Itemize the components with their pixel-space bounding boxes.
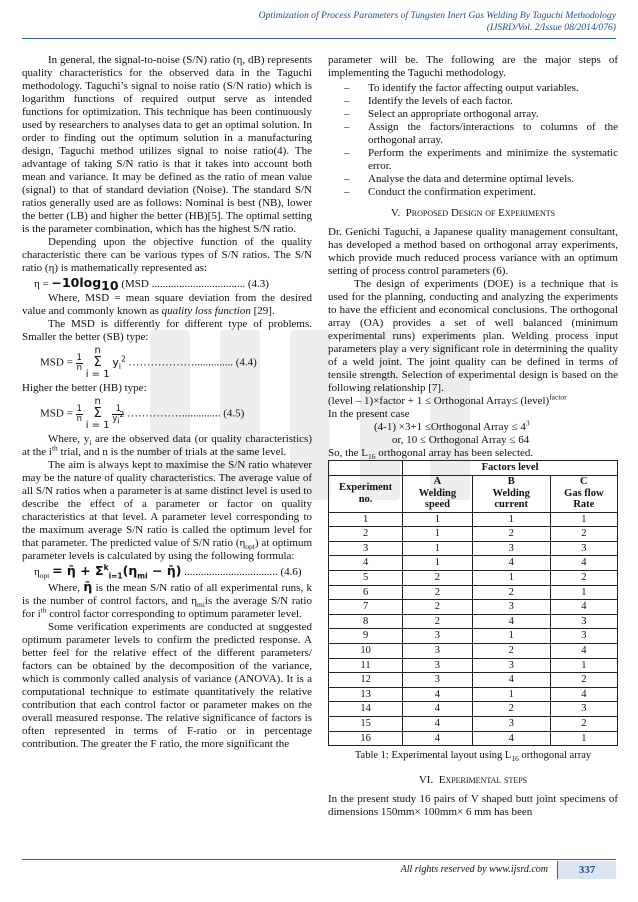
table-cell: 6 — [329, 585, 403, 600]
table-cell: 9 — [329, 629, 403, 644]
table-cell: 2 — [550, 570, 617, 585]
section-heading-v: V. Proposed Design of Experiments — [390, 207, 556, 219]
table-cell: 3 — [550, 614, 617, 629]
table-cell: 3 — [472, 716, 550, 731]
table-cell: 2 — [472, 643, 550, 658]
table-header-factors: Factors level — [403, 461, 618, 476]
table-row — [329, 585, 618, 600]
table-cell: 4 — [403, 716, 473, 731]
table-header-a: A Welding speed — [403, 475, 473, 512]
table-cell: 3 — [403, 629, 473, 644]
paragraph-steps-intro: parameter will be. The following are the major steps of implementing the Taguchi methodology. — [328, 54, 618, 79]
table-cell: 1 — [472, 687, 550, 702]
table-cell: 1 — [550, 585, 617, 600]
paragraph-maximise: The aim is always kept to maximise the S/N ratio whatever may be the nature of quality characteristics. The average value of all S/N ratios when a parameter is at same distinct level is used to describe the effect of a parameter or factor on quality characteristics at that level. A parameter level corresponding to the maximum average S/N ratio is called the optimum level for that parameter. The predicted value of S/N ratio $(\eta_{opt})$ at optimum parameter levels is calculated by using the following formula: — [22, 459, 312, 562]
table-cell: 1 — [472, 570, 550, 585]
table-cell: 2 — [472, 585, 550, 600]
table-cell: 2 — [403, 600, 473, 615]
summation: n Σ i = 1 — [85, 345, 110, 380]
table-cell: 2 — [403, 585, 473, 600]
table-cell: 5 — [329, 570, 403, 585]
table-row — [329, 570, 618, 585]
table-cell: 2 — [403, 614, 473, 629]
table-cell: 3 — [403, 643, 473, 658]
equation-4-4: MSD = $\frac{1}{n}$ n Σ i = 1 $y_i^2$ ……………….............. (4.4) — [40, 345, 257, 380]
table-row — [329, 556, 618, 571]
table-row — [329, 614, 618, 629]
table-cell: 2 — [329, 527, 403, 542]
list-item: – Analyse the data and determine optimal levels. — [328, 173, 618, 186]
table-cell: 3 — [403, 673, 473, 688]
table-row — [329, 600, 618, 615]
table-row — [329, 716, 618, 731]
table-cell: 4 — [403, 702, 473, 717]
table-row — [329, 731, 618, 746]
table-header-experiment: Experiment no. — [329, 475, 403, 512]
table-cell: 1 — [403, 541, 473, 556]
equation-4-6: $\eta_{opt}$ = η̄ + $\Sigma^k_{i=1}(\eta_{mi}$ − η̄) .................................. (4.6) — [34, 562, 302, 581]
table-body — [329, 512, 618, 746]
list-item: – Perform the experiments and minimize the systematic error. — [328, 147, 618, 173]
table-cell: 4 — [329, 556, 403, 571]
table-cell: 4 — [403, 687, 473, 702]
case-line-1: (4-1) ×3+1 ≤Orthogonal Array ≤ $4^3$ — [374, 418, 530, 433]
l16-orthogonal-array-table — [328, 460, 618, 746]
footer-rights: All rights reserved by www.ijsrd.com — [400, 864, 548, 875]
footer-rule — [22, 859, 616, 860]
fraction-1-over-n: $\frac{1}{n}$ — [76, 352, 82, 373]
table-row — [329, 673, 618, 688]
taguchi-steps-list — [328, 82, 618, 199]
table-cell: 3 — [550, 541, 617, 556]
table-cell: 1 — [550, 731, 617, 746]
present-case-label: In the present case — [328, 408, 410, 420]
table-cell: 3 — [472, 541, 550, 556]
equation-4-3: $\eta = -10\log_{10}$ (MSD .................................. (4.3) — [34, 275, 269, 294]
paragraph-hb: Higher the better (HB) type: — [22, 382, 147, 394]
relationship-line: (level – 1)×factor + 1 ≤ Orthogonal Array≤ (level)$^{factor}$ — [328, 392, 567, 407]
table-row — [329, 527, 618, 542]
table-cell: 1 — [550, 512, 617, 527]
table-cell: 4 — [550, 687, 617, 702]
paragraph-sn-intro: In general, the signal-to-noise (S/N) ratio (η, dB) represents quality characteristics for the observed data in the Taguchi methodology. Taguchi’s signal to noise ratio (S/N ratio) which is logarithm functions of required output serve as intended functions for optimization. This technique has been continuously used by researchers to analyses data to get an optimal solution. In order to finding out the optimum solution in a manufacturing design, Taguchi method utilizes signal to noise ratio(4). The advantage of taking S/N ratio is that it takes into account both mean and variance. It may be defined as the ratio of mean value (signal) to that of standard deviation (Noise). The standard S/N ratios generally used are as follows: Nominal is best (NB), lower the better (LB) and higher the better (HB)[5]. The optimal setting is the parameter combination, which has the highest S/N ratio. — [22, 54, 312, 235]
table-cell: 1 — [550, 658, 617, 673]
table-cell: 3 — [403, 658, 473, 673]
table-cell: 3 — [329, 541, 403, 556]
table-row — [329, 541, 618, 556]
paragraph-sn-types: Depending upon the objective function of the quality characteristic there can be various types of S/N ratios. The S/N ratio (η) is mathematically represented as: — [22, 236, 312, 274]
table-cell: 16 — [329, 731, 403, 746]
table-cell: 11 — [329, 658, 403, 673]
table-header-b: B Welding current — [472, 475, 550, 512]
table-cell: 2 — [550, 673, 617, 688]
paragraph-doe: The design of experiments (DOE) is a technique that is used for the planning, conducting and analyzing the experiments to have the efficient and economical conclusions. The orthogonal array (OA) provides a set of well balanced (minimum experimental runs) experiments plan. Welding process input parameters play a very significant role in determining the quality of a weld joint. The joint quality can be defined in terms of tensile strength. Selection of experimental design is based on the following relationship [7]. — [328, 278, 618, 394]
table-cell: 7 — [329, 600, 403, 615]
paragraph-where-mean: Where, η̄ is the mean S/N ratio of all experimental runs, k is the number of control factors, and $\eta_{mi}is$ the average S/N ratio for $i^{th}$ control factor corresponding to optimum parameter level. — [22, 579, 313, 620]
equation-4-5: MSD = $\frac{1}{n}$ n Σ i = 1 $\frac{1}{y_i^2}$ …………….............. (4.5) — [40, 396, 245, 431]
table-cell: 12 — [329, 673, 403, 688]
table-cell: 3 — [472, 600, 550, 615]
table-header-empty — [329, 461, 403, 476]
table-cell: 2 — [550, 527, 617, 542]
table-cell: 13 — [329, 687, 403, 702]
paragraph-sb: The MSD is differently for different type of problems. Smaller the better (SB) type: — [22, 318, 312, 343]
paragraph-where-yi: Where, $y_i$ are the observed data (or quality characteristics) at the $i^{th}$ trial, and n is the number of trials at the same level. — [22, 433, 312, 458]
case-line-2: or, 10 ≤ Orthogonal Array ≤ 64 — [392, 434, 530, 446]
list-item: – Assign the factors/interactions to columns of the orthogonal array. — [328, 121, 618, 147]
list-item: – To identify the factor affecting output variables. — [328, 82, 618, 95]
table-cell: 14 — [329, 702, 403, 717]
page-number: 337 — [557, 861, 616, 879]
running-header — [259, 10, 616, 34]
table-row — [329, 702, 618, 717]
section-heading-vi: VI. Experimental steps — [418, 774, 528, 787]
table-cell: 15 — [329, 716, 403, 731]
table-cell: 4 — [472, 556, 550, 571]
table-row — [329, 658, 618, 673]
table-cell: 4 — [550, 556, 617, 571]
table-caption: Table 1: Experimental layout using $L_{16}$ orthogonal array — [354, 750, 592, 764]
table-cell: 4 — [472, 731, 550, 746]
table-cell: 1 — [403, 556, 473, 571]
paragraph-experimental-steps: In the present study 16 pairs of V shaped butt joint specimens of dimensions 150mm× 100mm× 6 mm has been — [328, 793, 618, 819]
table-cell: 10 — [329, 643, 403, 658]
table-row — [329, 687, 618, 702]
table-cell: 4 — [472, 614, 550, 629]
list-item: – Identify the levels of each factor. — [328, 95, 618, 108]
table-cell: 4 — [472, 673, 550, 688]
table-cell: 4 — [550, 600, 617, 615]
table-cell: 1 — [403, 527, 473, 542]
table-cell: 4 — [403, 731, 473, 746]
paragraph-msd: Where, MSD = mean square deviation from the desired value and commonly known as quality loss function [29]. — [22, 292, 312, 317]
right-column — [328, 54, 618, 819]
table-cell: 2 — [550, 716, 617, 731]
selected-array-line: So, the $L_{16}$ orthogonal array has been selected. — [328, 447, 534, 462]
table-header-c: C Gas flow Rate — [550, 475, 617, 512]
table-cell: 3 — [550, 629, 617, 644]
table-cell: 1 — [472, 512, 550, 527]
paragraph-taguchi-bio: Dr. Genichi Taguchi, a Japanese quality management consultant, has developed a method based on orthogonal array experiments, which provide much reduced process variance with an optimum setting of process control parameters (6). — [328, 226, 618, 277]
table-row — [329, 643, 618, 658]
table-cell: 2 — [403, 570, 473, 585]
header-title: Optimization of Process Parameters of Tungsten Inert Gas Welding By Taguchi Methodology — [258, 10, 616, 21]
table-cell: 2 — [472, 702, 550, 717]
table-cell: 1 — [403, 512, 473, 527]
paragraph-verification: Some verification experiments are conducted at suggested optimum parameter levels to confirm the predicted response. A better feel for the relative effect of the different parameters/ factors can be obtained by the decomposition of the variance, which is commonly called analysis of variance (ANOVA). It is a computational technique to estimate quantitatively the relative contribution that each control factor or parameter makes on the overall measured response. The relative significance of factors is often represented in terms of F-ratio or in percentage contribution. The greater the F ratio, the more significant the — [22, 621, 312, 750]
table-cell: 2 — [472, 527, 550, 542]
table-cell: 3 — [472, 658, 550, 673]
table-row — [329, 629, 618, 644]
left-column — [22, 54, 312, 751]
table-cell: 1 — [329, 512, 403, 527]
list-item: – Conduct the confirmation experiment. — [328, 186, 618, 199]
table-row — [329, 512, 618, 527]
table-cell: 3 — [550, 702, 617, 717]
table-cell: 8 — [329, 614, 403, 629]
header-journal: (IJSRD/Vol. 2/Issue 08/2014/076) — [486, 22, 616, 33]
table-cell: 1 — [472, 629, 550, 644]
header-rule — [22, 38, 616, 39]
table-cell: 4 — [550, 643, 617, 658]
list-item: – Select an appropriate orthogonal array. — [328, 108, 618, 121]
